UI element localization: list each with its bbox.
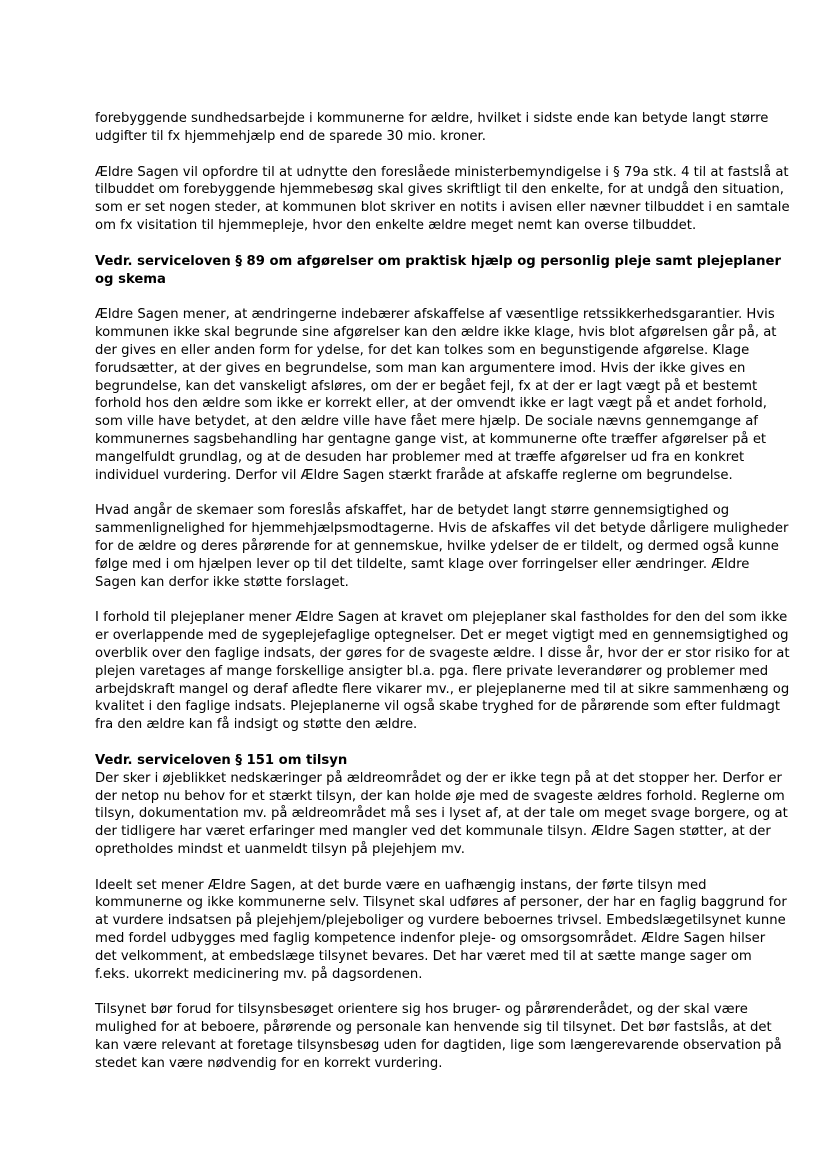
heading-section-89: Vedr. serviceloven § 89 om afgørelser om praktisk hjælp og personlig pleje samt plejeplaner og skema xyxy=(95,253,781,287)
paragraph-legal-guarantees: Ældre Sagen mener, at ændringerne indebærer afskaffelse af væsentlige retssikkerhedsgarantier. Hvis kommunen ikke skal begrunde sine afgørelser kan den ældre ikke klage, hvis blot afgørelsen går på, at der gives en eller anden form for ydelse, for det kan tolkes som en begunstigende afgørelse. Klage forudsætter, at der gives en begrundelse, som man kan argumentere imod. Hvis der ikke gives en begrundelse, kan det vanskeligt afsløres, om der er begået fejl, fx at der er lagt vægt på et bestemt forhold hos den ældre som ikke er korrekt eller, at der omvendt ikke er lagt vægt på et andet forhold, som ville have betydet, at den ældre ville have fået mere hjælp. De sociale nævns gennemgange af kommunernes sagsbehandling har gentagne gange vist, at kommunerne ofte træffer afgørelser på et mangelfuldt grundlag, og at de desuden har problemer med at træffe afgørelser ud fra en konkret individuel vurdering. Derfor vil Ældre Sagen stærkt fraråde at afskaffe reglerne om begrundelse. xyxy=(95,307,777,483)
paragraph-schemas: Hvad angår de skemaer som foreslås afskaffet, har de betydet langt større gennemsigtighed og sammenlignelighed for hjemmehjælpsmodtagerne. Hvis de afskaffes vil det betyde dårligere muligheder for de ældre og deres pårørende for at gennemskue, hvilke ydelser de er tildelt, og dermed også kunne følge med i om hjælpen lever op til det tildelte, samt klage over forringelser eller ændringer. Ældre Sagen kan derfor ikke støtte forslaget. xyxy=(95,503,789,590)
paragraph-preventive-health: forebyggende sundhedsarbejde i kommunerne for ældre, hvilket i sidste ende kan betyde langt større udgifter til fx hjemmehjælp end de sparede 30 mio. kroner. xyxy=(95,111,769,144)
paragraph-independent-supervision: Ideelt set mener Ældre Sagen, at det burde være en uafhængig instans, der førte tilsyn med kommunerne og ikke kommunerne selv. Tilsynet skal udføres af personer, der har en faglig baggrund for at vurdere indsatsen på plejehjem/plejeboliger og vurdere beboernes trivsel. Embedslægetilsynet kunne med fordel udbygges med faglig kompetence indenfor pleje- og omsorgsområdet. Ældre Sagen hilser det velkomment, at embedslæge tilsynet bevares. Det har været med til at sætte mange sager om f.eks. ukorrekt medicinering mv. på dagsordenen. xyxy=(95,877,787,982)
paragraph-supervision-visits: Tilsynet bør forud for tilsynsbesøget orientere sig hos bruger- og pårørenderådet, og der skal være mulighed for at beboere, pårørende og personale kan henvende sig til tilsynet. Det bør fastslås, at det kan være relevant at foretage tilsynsbesøg uden for dagtiden, lige som længerevarende observation på stedet kan være nødvendig for en korrekt vurdering. xyxy=(95,1002,782,1071)
paragraph-care-plans: I forhold til plejeplaner mener Ældre Sagen at kravet om plejeplaner skal fastholdes for den del som ikke er overlappende med de sygeplejefaglige optegnelser. Det er meget vigtigt med en gennemsigtighed og overblik over den faglige indsats, der gøres for de svageste ældre. I disse år, hvor der er stor risiko for at plejen varetages af mange forskellige ansigter bl.a. pga. flere private leverandører og problemer med arbejdskraft mangel og deraf afledte flere vikarer mv., er plejeplanerne med til at sikre sammenhæng og kvalitet i den faglige indsats. Plejeplanerne vil også skabe tryghed for de pårørende som efter fuldmagt fra den ældre kan få indsigt og støtte den ældre. xyxy=(95,610,790,733)
paragraph-supervision-cuts: Der sker i øjeblikket nedskæringer på ældreområdet og der er ikke tegn på at det stopper her. Derfor er der netop nu behov for et stærkt tilsyn, der kan holde øje med de svageste ældres forhold. Reglerne om tilsyn, dokumentation mv. på ældreområdet må ses i lyset af, at der tale om meget svage borgere, og at der tidligere har været erfaringer med mangler ved det kommunale tilsyn. Ældre Sagen støtter, at der opretholdes mindst et uanmeldt tilsyn på plejehjem mv. xyxy=(95,770,788,857)
document-page xyxy=(95,110,790,1091)
heading-section-151: Vedr. serviceloven § 151 om tilsyn xyxy=(95,752,348,768)
paragraph-home-visits: Ældre Sagen vil opfordre til at udnytte den foreslåede ministerbemyndigelse i § 79a stk. 4 til at fastslå at tilbuddet om forebyggende hjemmebesøg skal gives skriftligt til den enkelte, for at undgå den situation, som er set nogen steder, at kommunen blot skriver en notits i avisen eller nævner tilbuddet i en samtale om fx visitation til hjemmepleje, hvor den enkelte ældre meget nemt kan overse tilbuddet. xyxy=(95,164,790,233)
